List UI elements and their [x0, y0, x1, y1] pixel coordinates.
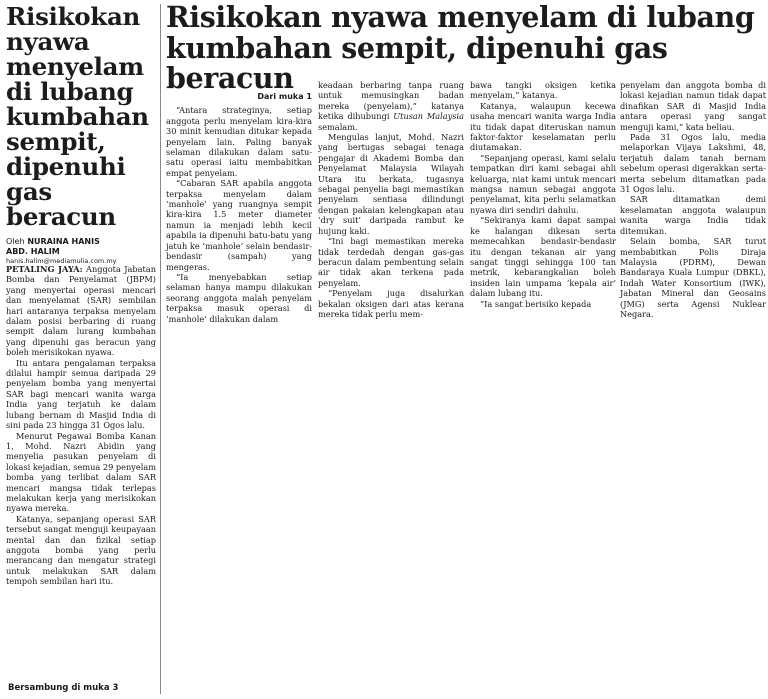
paragraph: “Penyelam juga disalurkan bekalan oksigen dari atas kerana mereka tidak perlu mem-	[318, 288, 464, 319]
paragraph: “Sekiranya kami dapat sampai ke halangan dikesan serta memecahkan bendasir-bendasir itu dengan tekanan air yang sangat tinggi sehingga 100 tan metrik, kebarangkalian boleh insiden lain umpama ‘kepala air’ dalam lubang itu.	[470, 215, 616, 299]
paragraph: PETALING JAYA: Anggota Jabatan Bomba dan Penyelamat (JBPM) yang menyertai operasi mencari dan menyelamat (SAR) sembilan hari antaranya terpaksa menyelam dalam posisi berbaring di ruang sempit dalam lurang kumbahan yang dipenuhi gas beracun yang boleh merisikokan nyawa.	[6, 264, 156, 358]
front-page-column	[6, 4, 156, 266]
article-column-1	[166, 92, 312, 324]
paragraph: Itu antara pengalaman terpaksa dilalui hampir semua daripada 29 penyelam bomba yang menyertai SAR bagi mencari wanita warga India yang terjatuh ke dalam lubang bernam di Masjid India di sini pada 23 hingga 31 Ogos lalu.	[6, 357, 156, 431]
paragraph: Selain bomba, SAR turut membabitkan Polis Diraja Malaysia (PDRM), Dewan Bandaraya Kuala Lumpur (DBKL), Indah Water Konsortium (IWK), Jabatan Mineral dan Geosains (JMG) serta Agensi Nuklear Negara.	[620, 236, 766, 319]
paragraph: keadaan berbaring tanpa ruang untuk memusingkan badan mereka (penyelam),” katanya ketika dihubungi Utusan Malaysia semalam.	[318, 80, 464, 132]
paragraph: “Sepanjang operasi, kami selalu tempatkan diri kami sebagai ahli keluarga, niat kami untuk mencari mangsa namun sebagai anggota penyelamat, kita perlu selamatkan nyawa diri sendiri dahulu.	[470, 152, 616, 215]
paragraph: Pada 31 Ogos lalu, media melaporkan Vijaya Lakshmi, 48, terjatuh dalam tanah bernam sebelum operasi digerakkan serta-merta sebelum ditamatkan pada 31 Ogos lalu.	[620, 132, 766, 195]
article-column-3	[470, 80, 616, 309]
byline-name-2: ABD. HALIM	[6, 247, 60, 256]
article-column-4	[620, 80, 766, 319]
paragraph: “Ia sangat berisiko kepada	[480, 298, 592, 309]
paragraph: “Ini bagi memastikan mereka tidak terdedah dengan gas-gas beracun dalam pembentung selain air tidak akan terkena pada penyelam.	[318, 236, 464, 288]
paragraph: “Cabaran SAR apabila anggota terpaksa menyelam dalam ‘manhole’ yang ruangnya sempit kira-kira 1.5 meter diameter namun ia menjadi lebih kecil apabila ia dipenuhi batu-batu yang jatuh ke ‘manhole’ selain bendasir-bendasir (sampah) yang mengeras.	[166, 178, 312, 272]
byline-prefix: Oleh	[6, 237, 25, 246]
paragraph: penyelam dan anggota bomba di lokasi kejadian namun tidak dapat dinafikan SAR di Masjid India antara operasi yang sangat menguji kami,” kata beliau.	[620, 80, 766, 132]
front-headline: Risikokan nyawa menyelam di lubang kumbahan sempit, dipenuhi gas beracun	[6, 2, 149, 231]
paragraph: Katanya, sepanjang operasi SAR tersebut sangat menguji keupayaan mental dan dan fizikal setiap anggota bomba yang perlu merancang dan mengatur strategi untuk melakukan SAR dalam tempoh sembilan hari itu.	[6, 513, 156, 587]
paragraph: Mengulas lanjut, Mohd. Nazri yang bertugas sebagai tenaga pengajar di Akademi Bomba dan Penyelamat Malaysia Wilayah Utara itu berkata, tugasnya sebagai penyelia bagi memastikan penyelam sentiasa dilindungi dengan pakaian kelengkapan atau ‘dry suit’ daripada rambut ke hujung kaki.	[318, 132, 464, 236]
column-divider	[160, 4, 161, 694]
paragraph: Katanya, walaupun kecewa usaha mencari wanita warga India itu tidak dapat diteruskan namun faktor-faktor keselamatan perlu diutamakan.	[470, 100, 616, 153]
dateline: PETALING JAYA:	[6, 264, 83, 274]
author-email: hanis.halim@mediamulia.com.my	[6, 257, 117, 265]
paragraph: bawa tangki oksigen ketika menyelam,” katanya.	[470, 80, 616, 101]
byline	[6, 237, 156, 266]
main-headline: Risikokan nyawa menyelam di lubang kumbahan sempit, dipenuhi gas beracun	[166, 0, 755, 95]
byline-name-1: NURAINA HANIS	[27, 237, 100, 246]
continued-from-label: Dari muka 1	[257, 92, 312, 101]
article-column-2	[318, 80, 464, 319]
paragraph: SAR ditamatkan demi keselamatan anggota walaupun wanita warga India tidak ditemukan.	[620, 194, 766, 236]
paragraph: Menurut Pegawai Bomba Kanan 1, Mohd. Nazri Abidin yang menyelia pasukan penyelam di lokasi kejadian, semua 29 penyelam bomba yang terlibat dalam SAR mencari mangsa tidak terlepas melakukan kerja yang merisikokan nyawa mereka.	[6, 430, 156, 514]
paragraph: “Ia menyebabkan setiap selaman hanya mampu dilakukan seorang anggota malah penyelam terpaksa masuk operasi di ‘manhole’ dilakukan dalam	[166, 271, 312, 324]
paragraph: “Antara strateginya, setiap anggota perlu menyelam kira-kira 30 minit kemudian ditukar kepada penyelam lain. Paling banyak selaman dilakukan dalam satu-satu operasi iaitu membabitkan empat penyelam.	[166, 105, 312, 178]
continued-note: Bersambung di muka 3	[8, 683, 119, 693]
front-page-body	[6, 264, 156, 587]
